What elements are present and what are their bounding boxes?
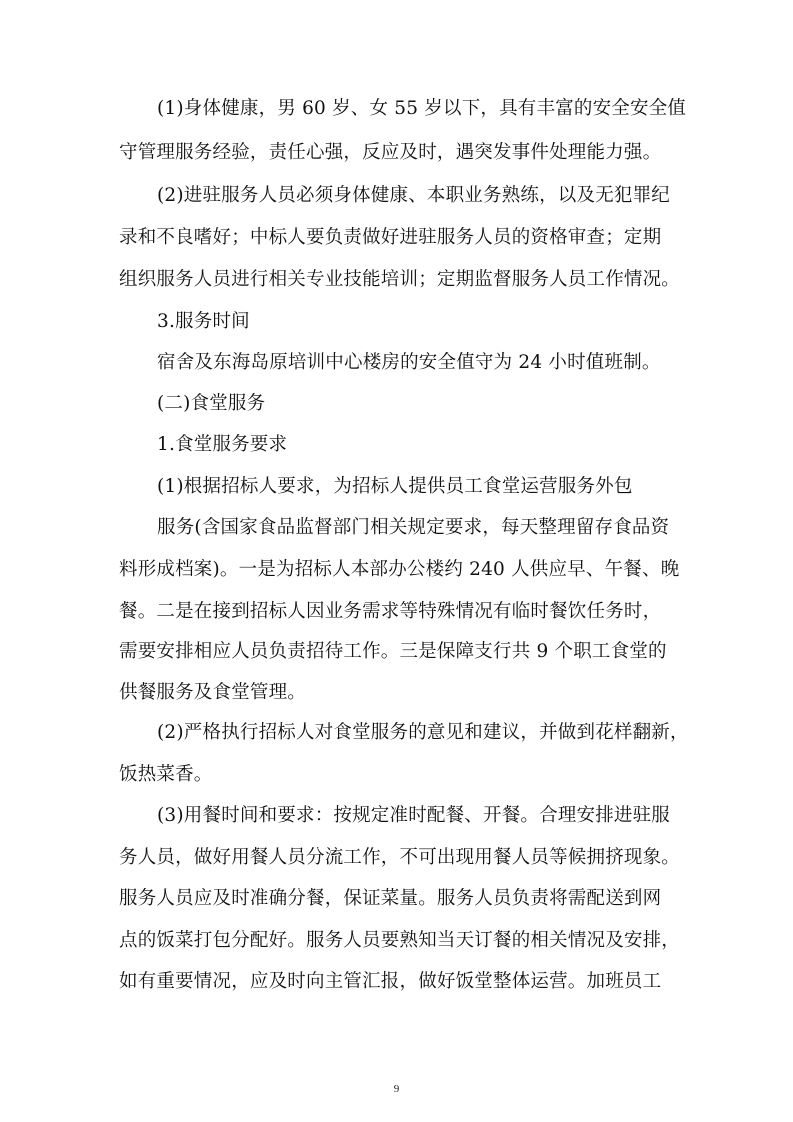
section-heading: (二)食堂服务 — [157, 393, 266, 414]
paragraph-line: 守管理服务经验，责任心强，反应及时，遇突发事件处理能力强。 — [119, 142, 662, 163]
paragraph-line: 如有重要情况，应及时向主管汇报，做好饭堂整体运营。加班员工 — [119, 971, 662, 992]
page-number: 9 — [393, 1083, 400, 1095]
paragraph-line: 点的饭菜打包分配好。服务人员要熟知当天订餐的相关情况及安排， — [119, 930, 681, 951]
paragraph-line: 饭热菜香。 — [119, 764, 213, 785]
paragraph-line: (2)进驻服务人员必须身体健康、本职业务熟练，以及无犯罪纪 — [157, 185, 671, 206]
paragraph-line: (1)身体健康，男 60 岁、女 55 岁以下，具有丰富的安全安全值 — [157, 98, 687, 119]
paragraph-line: 供餐服务及食堂管理。 — [119, 682, 307, 703]
paragraph-line: 务人员，做好用餐人员分流工作，不可出现用餐人员等候拥挤现象。 — [119, 847, 681, 868]
paragraph-line: 录和不良嗜好；中标人要负责做好进驻服务人员的资格审查；定期 — [119, 227, 662, 248]
paragraph-line: 宿舍及东海岛原培训中心楼房的安全值守为 24 小时值班制。 — [157, 352, 661, 373]
paragraph-line: 服务人员应及时准确分餐，保证菜量。服务人员负责将需配送到网 — [119, 888, 662, 909]
paragraph-line: (2)严格执行招标人对食堂服务的意见和建议，并做到花样翻新， — [157, 722, 689, 743]
paragraph-line: 料形成档案)。一是为招标人本部办公楼约 240 人供应早、午餐、晚 — [119, 559, 680, 580]
paragraph-line: 组织服务人员进行相关专业技能培训；定期监督服务人员工作情况。 — [119, 269, 681, 290]
paragraph-line: 服务(含国家食品监督部门相关规定要求，每天整理留存食品资 — [157, 517, 670, 538]
paragraph-line: 餐。二是在接到招标人因业务需求等特殊情况有临时餐饮任务时， — [119, 601, 662, 622]
paragraph-line: 需要安排相应人员负责招待工作。三是保障支行共 9 个职工食堂的 — [119, 641, 667, 662]
paragraph-line: (3)用餐时间和要求：按规定准时配餐、开餐。合理安排进驻服 — [157, 805, 671, 826]
section-heading: 3.服务时间 — [157, 311, 250, 332]
section-heading: 1.食堂服务要求 — [157, 434, 288, 455]
paragraph-line: (1)根据招标人要求，为招标人提供员工食堂运营服务外包 — [157, 476, 633, 497]
